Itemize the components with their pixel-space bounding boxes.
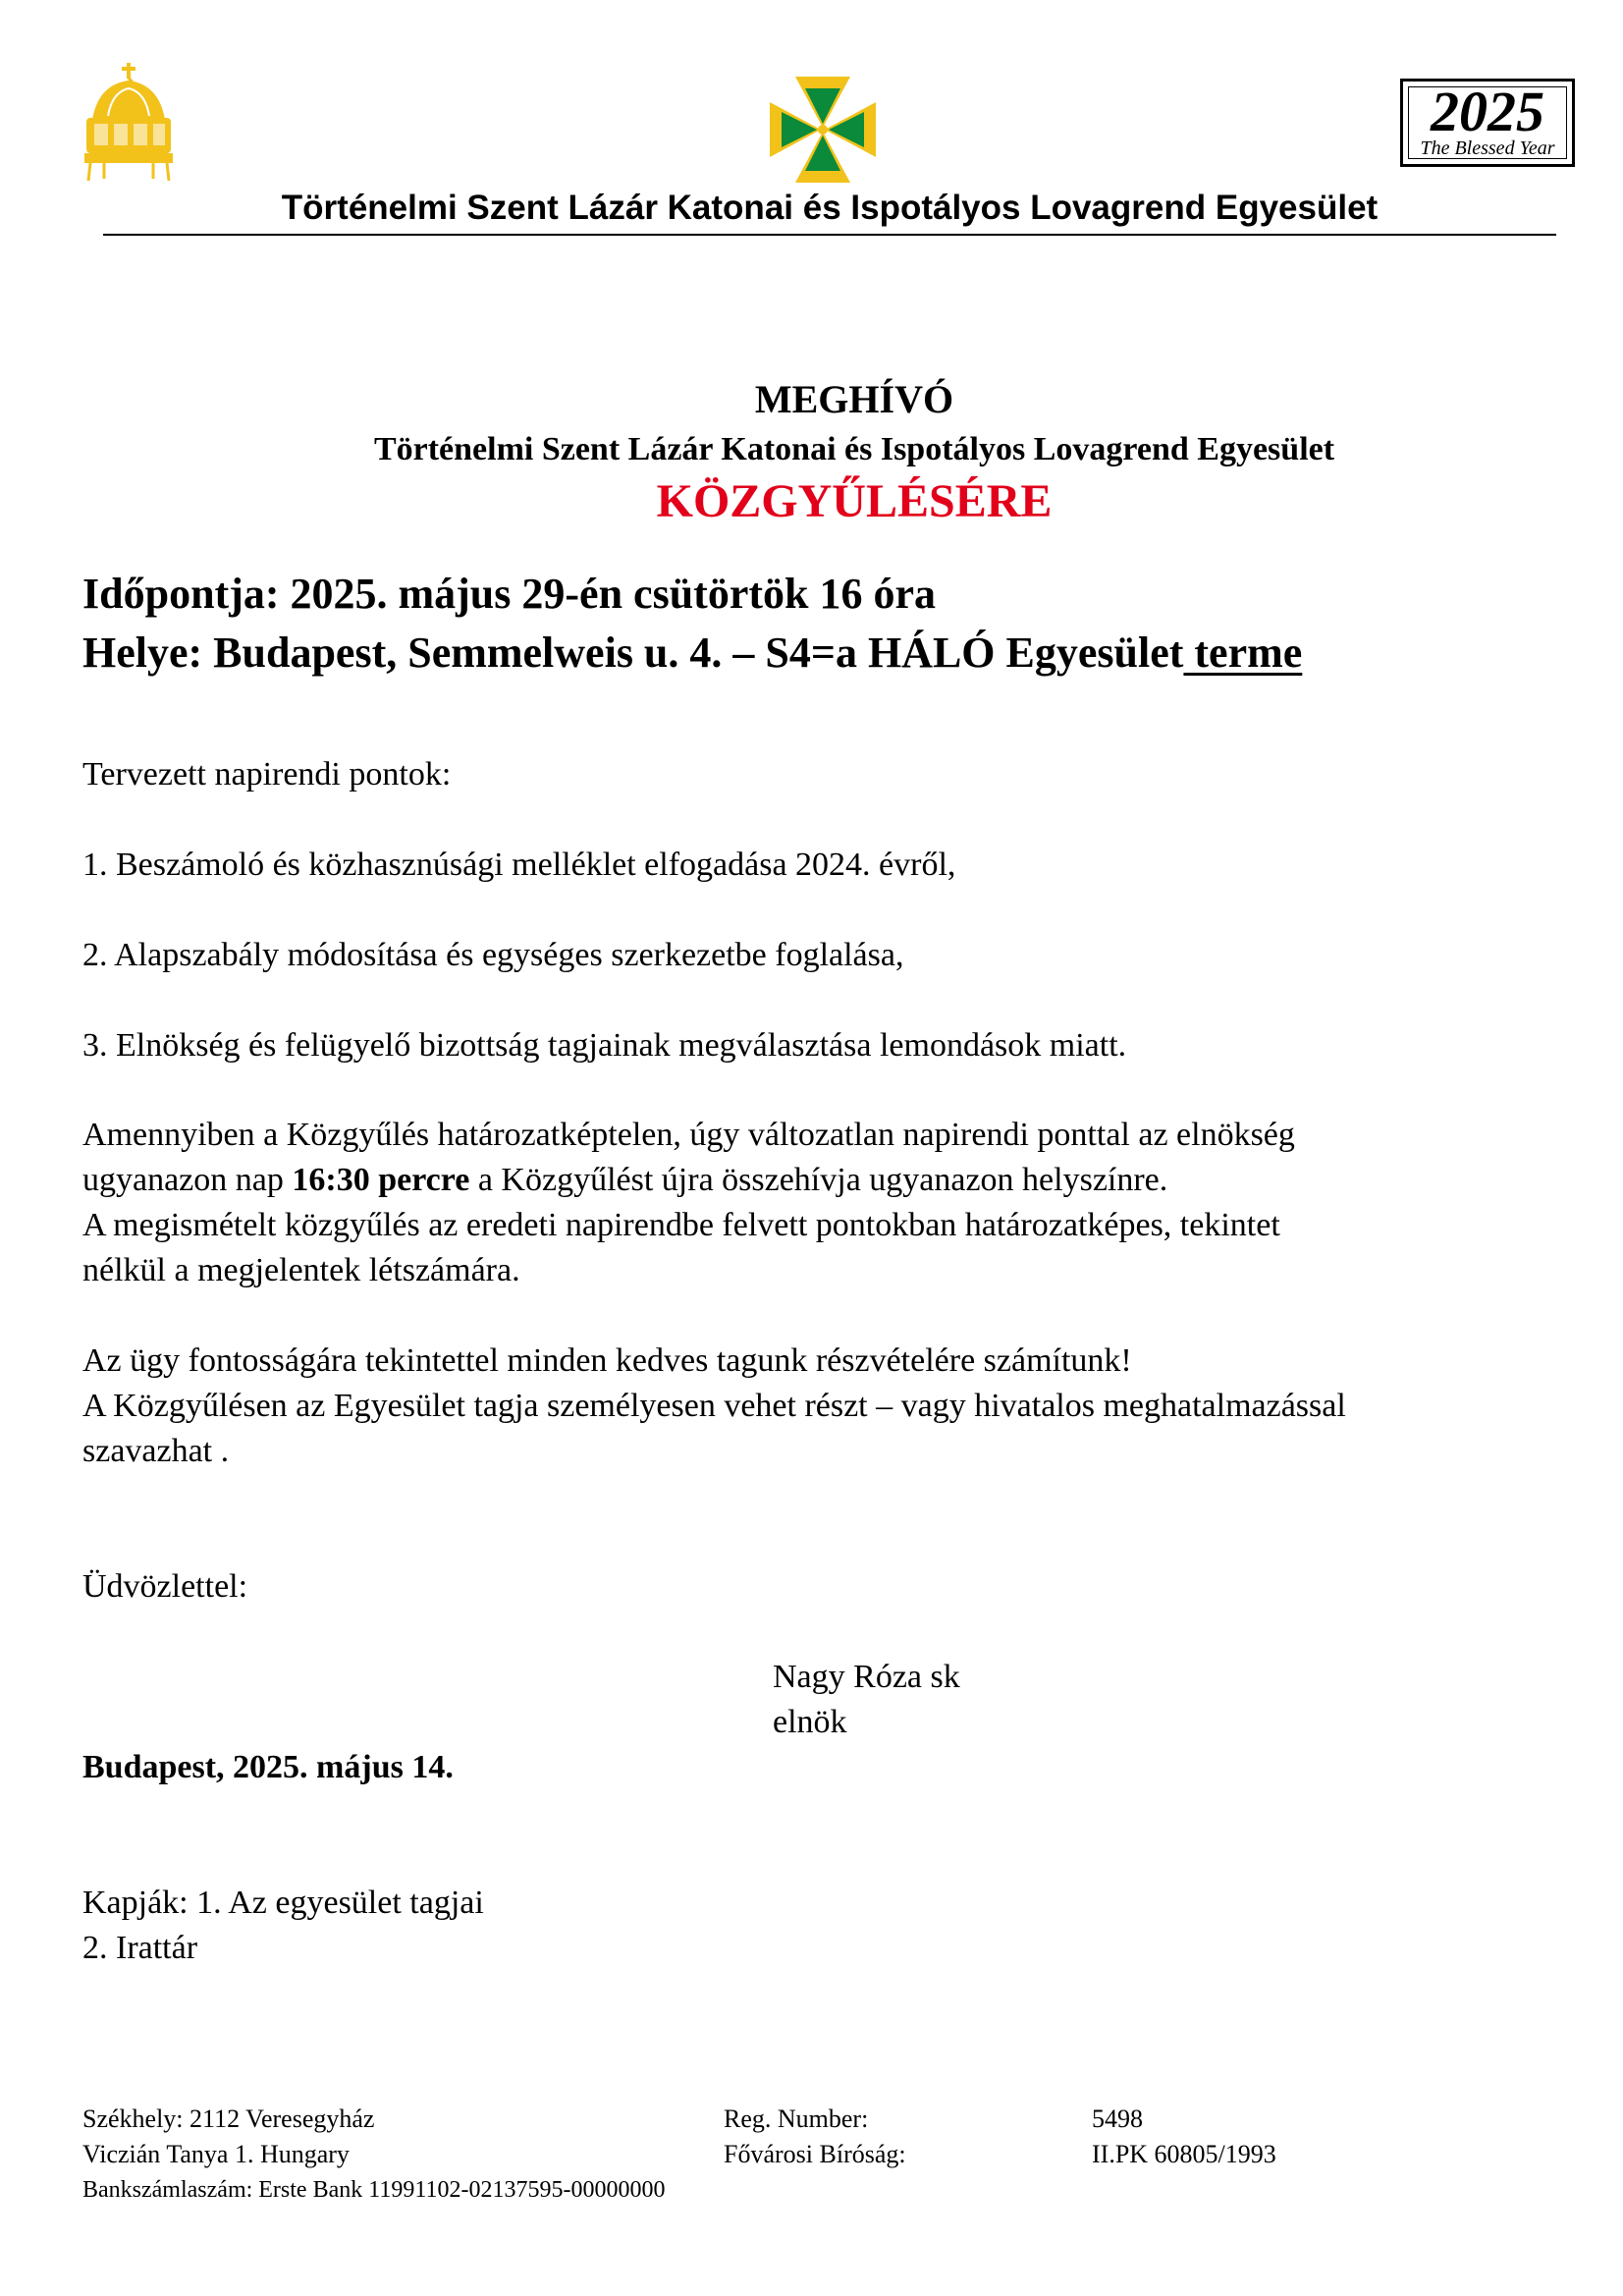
- footer-address-line1: Székhely: 2112 Veresegyház: [82, 2105, 375, 2133]
- footer-court-label: Fővárosi Bíróság:: [724, 2140, 906, 2168]
- paragraph-line: Az ügy fontosságára tekintettel minden kedves tagunk részvételére számítunk!: [82, 1342, 1132, 1379]
- signer-name: Nagy Róza sk: [773, 1659, 960, 1695]
- place-and-date: Budapest, 2025. május 14.: [82, 1749, 454, 1785]
- paragraph-line: szavazhat .: [82, 1433, 230, 1469]
- paragraph-text: a Közgyűlést újra összehívja ugyanazon helyszínre.: [469, 1162, 1168, 1198]
- footer-reg-value: 5498: [1092, 2105, 1143, 2133]
- footer-reg-label: Reg. Number:: [724, 2105, 869, 2133]
- agenda-item: 2. Alapszabály módosítása és egységes szerkezetbe foglalása,: [82, 937, 904, 973]
- meeting-location-text: Helye: Budapest, Semmelweis u. 4. – S4=a HÁLÓ Egyesület: [82, 629, 1184, 677]
- invitation-title: MEGHÍVÓ: [754, 377, 954, 421]
- invitation-event: KÖZGYŰLÉSÉRE: [656, 475, 1053, 527]
- meeting-location-room: terme: [1183, 629, 1303, 677]
- recipients-line: 2. Irattár: [82, 1930, 198, 1966]
- saint-lazarus-cross-icon: [768, 75, 878, 185]
- badge-year: 2025: [1431, 80, 1544, 143]
- repeat-time: 16:30 percre: [292, 1162, 470, 1198]
- signer-role: elnök: [773, 1704, 847, 1740]
- quorum-paragraph: [82, 1113, 1575, 1293]
- meeting-time: Időpontja: 2025. május 29-én csütörtök 16 óra: [82, 570, 936, 618]
- attendance-paragraph: [82, 1339, 1575, 1474]
- footer-address-line2: Viczián Tanya 1. Hungary: [82, 2140, 350, 2168]
- paragraph-line: nélkül a megjelentek létszámára.: [82, 1252, 520, 1288]
- meeting-location: [82, 625, 1302, 682]
- header-divider: [103, 234, 1556, 236]
- blessed-year-badge: [1400, 79, 1575, 167]
- paragraph-line: Amennyiben a Közgyűlés határozatképtelen, úgy változatlan napirendi ponttal az elnökség: [82, 1117, 1295, 1153]
- invitation-organization: Történelmi Szent Lázár Katonai és Ispotályos Lovagrend Egyesület: [373, 431, 1335, 467]
- holy-crown-logo-icon: [79, 61, 179, 185]
- paragraph-line: [82, 1158, 1575, 1203]
- footer-court-value: II.PK 60805/1993: [1092, 2140, 1276, 2168]
- badge-subtitle: The Blessed Year: [1420, 137, 1555, 159]
- footer-bank-account: Bankszámlaszám: Erste Bank 11991102-02137595-00000000: [82, 2177, 666, 2203]
- agenda-item: 3. Elnökség és felügyelő bizottság tagjainak megválasztása lemondások miatt.: [82, 1027, 1127, 1064]
- paragraph-text: ugyanazon nap: [82, 1162, 293, 1198]
- agenda-item: 1. Beszámoló és közhasznúsági melléklet elfogadása 2024. évről,: [82, 847, 956, 883]
- agenda-title: Tervezett napirendi pontok:: [82, 756, 452, 793]
- paragraph-line: A Közgyűlésen az Egyesület tagja személyesen vehet részt – vagy hivatalos meghatalmazással: [82, 1388, 1346, 1424]
- header-organization-name: Történelmi Szent Lázár Katonai és Ispotályos Lovagrend Egyesület: [281, 189, 1379, 227]
- recipients-line: Kapják: 1. Az egyesület tagjai: [82, 1885, 484, 1921]
- greeting: Üdvözlettel:: [82, 1568, 248, 1605]
- paragraph-line: A megismételt közgyűlés az eredeti napirendbe felvett pontokban határozatképes, tekintet: [82, 1207, 1280, 1243]
